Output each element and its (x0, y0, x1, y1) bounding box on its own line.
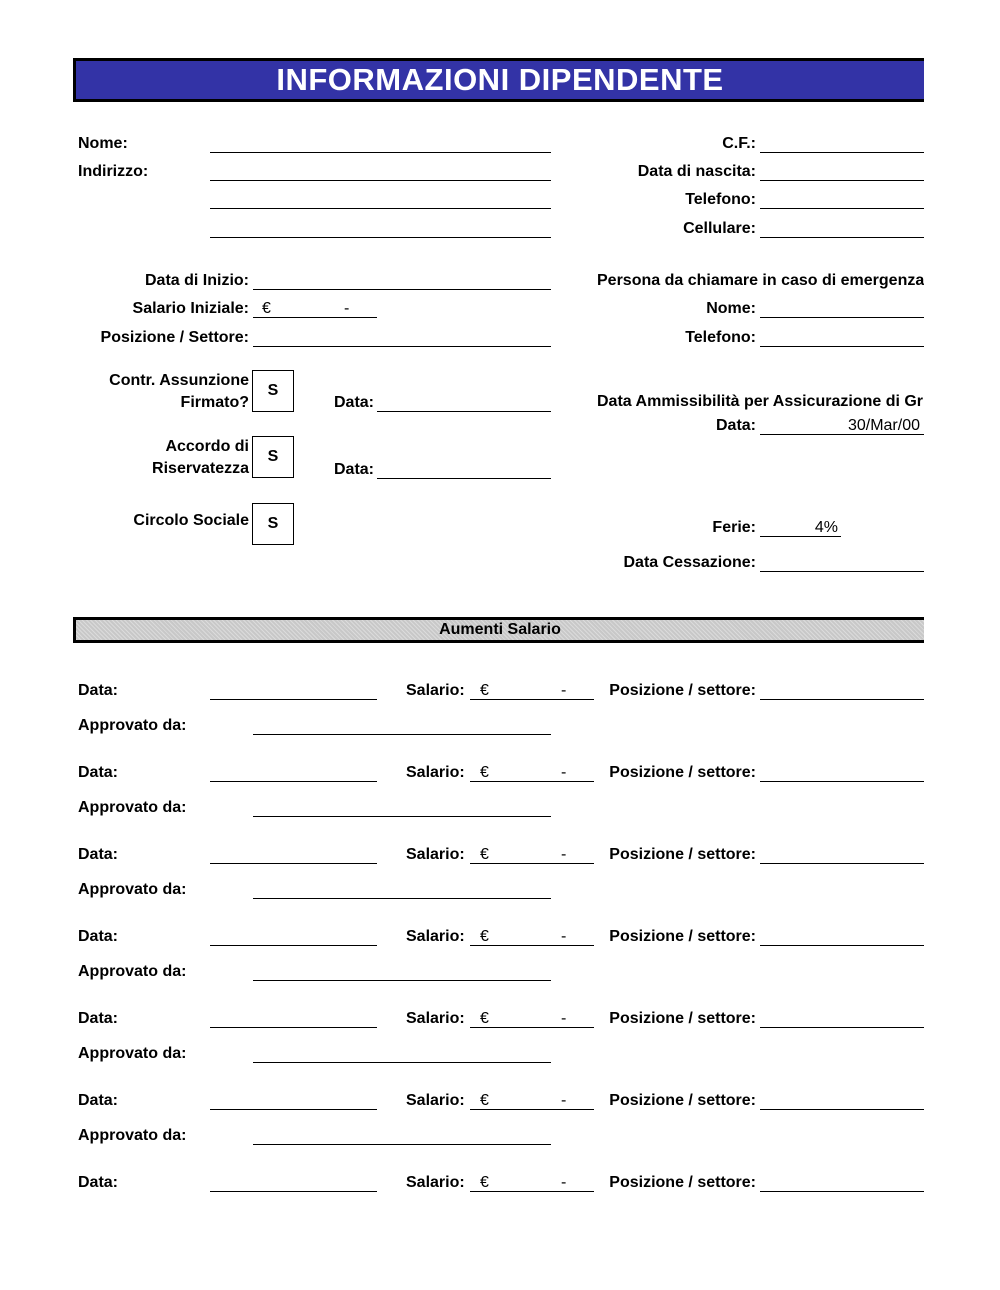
approved-by-field[interactable] (253, 980, 551, 981)
contract-date-field[interactable] (377, 411, 551, 412)
raise-position-field[interactable] (760, 1027, 924, 1028)
salary-value: - (344, 300, 350, 317)
approved-by-field[interactable] (253, 898, 551, 899)
approved-by-field[interactable] (253, 734, 551, 735)
nda-label-1: Accordo di (165, 438, 249, 455)
salary-currency: € (262, 300, 271, 317)
raise-date-label: Data: (78, 764, 119, 781)
raise-position-field[interactable] (760, 1109, 924, 1110)
raise-currency: € (480, 928, 489, 945)
nda-label-2: Riservatezza (152, 460, 249, 477)
starting-salary-field[interactable] (253, 317, 377, 318)
raise-salary-label: Salario: (406, 1010, 465, 1027)
raise-date-label: Data: (78, 846, 119, 863)
approved-by-label: Approvato da: (78, 799, 187, 816)
raise-position-field[interactable] (760, 945, 924, 946)
approved-by-label: Approvato da: (78, 1127, 187, 1144)
raise-position-label: Posizione / settore: (609, 764, 756, 781)
raise-position-field[interactable] (760, 781, 924, 782)
raise-position-label: Posizione / settore: (609, 846, 756, 863)
page-title: INFORMAZIONI DIPENDENTE (73, 58, 924, 102)
raise-position-label: Posizione / settore: (609, 682, 756, 699)
contract-checkbox[interactable]: S (252, 370, 294, 412)
nda-date-field[interactable] (377, 478, 551, 479)
vacation-value: 4% (814, 519, 838, 536)
raise-date-label: Data: (78, 682, 119, 699)
raise-date-label: Data: (78, 1092, 119, 1109)
position-field[interactable] (253, 346, 551, 347)
emergency-phone-field[interactable] (760, 346, 924, 347)
raise-date-label: Data: (78, 1174, 119, 1191)
termination-field[interactable] (760, 571, 924, 572)
insurance-heading-clip (597, 392, 924, 414)
raise-position-label: Posizione / settore: (609, 1092, 756, 1109)
raise-date-label: Data: (78, 928, 119, 945)
phone-label: Telefono: (685, 191, 756, 208)
insurance-date-label: Data: (715, 417, 756, 434)
insurance-heading: Data Ammissibilità per Assicurazione di Gr (597, 393, 924, 410)
emergency-heading-clip (597, 271, 924, 293)
raise-salary-value: - (561, 846, 567, 863)
raise-currency: € (480, 1174, 489, 1191)
raise-salary-label: Salario: (406, 1174, 465, 1191)
raise-salary-label: Salario: (406, 846, 465, 863)
address-field-3[interactable] (210, 237, 551, 238)
address-label: Indirizzo: (78, 163, 149, 180)
approved-by-field[interactable] (253, 1062, 551, 1063)
raise-currency: € (480, 682, 489, 699)
insurance-date-value: 30/Mar/00 (847, 417, 920, 434)
raise-salary-value: - (561, 1174, 567, 1191)
mobile-label: Cellulare: (683, 220, 756, 237)
raise-date-field[interactable] (210, 1109, 377, 1110)
raise-currency: € (480, 1010, 489, 1027)
birth-date-field[interactable] (760, 180, 924, 181)
raise-position-label: Posizione / settore: (609, 928, 756, 945)
raise-date-field[interactable] (210, 1191, 377, 1192)
approved-by-label: Approvato da: (78, 881, 187, 898)
social-checkbox[interactable]: S (252, 503, 294, 545)
raise-salary-value: - (561, 1092, 567, 1109)
raise-salary-label: Salario: (406, 682, 465, 699)
raise-currency: € (480, 764, 489, 781)
start-date-field[interactable] (253, 289, 551, 290)
raise-date-field[interactable] (210, 699, 377, 700)
raise-position-label: Posizione / settore: (609, 1010, 756, 1027)
emergency-name-label: Nome: (706, 300, 756, 317)
raise-position-field[interactable] (760, 699, 924, 700)
cf-label: C.F.: (722, 135, 756, 152)
name-field[interactable] (210, 152, 551, 153)
raise-date-field[interactable] (210, 945, 377, 946)
raise-date-field[interactable] (210, 781, 377, 782)
raise-salary-label: Salario: (406, 764, 465, 781)
vacation-label: Ferie: (712, 519, 756, 536)
starting-salary-label: Salario Iniziale: (132, 300, 249, 317)
mobile-field[interactable] (760, 237, 924, 238)
emergency-name-field[interactable] (760, 317, 924, 318)
raise-currency: € (480, 846, 489, 863)
name-label: Nome: (78, 135, 128, 152)
approved-by-label: Approvato da: (78, 1045, 187, 1062)
nda-date-label: Data: (334, 461, 375, 478)
contract-label-1: Contr. Assunzione (109, 372, 249, 389)
position-label: Posizione / Settore: (100, 329, 249, 346)
nda-checkbox[interactable]: S (252, 436, 294, 478)
raise-position-field[interactable] (760, 863, 924, 864)
birth-date-label: Data di nascita: (637, 163, 756, 180)
emergency-phone-label: Telefono: (685, 329, 756, 346)
social-label: Circolo Sociale (133, 512, 249, 529)
raise-date-label: Data: (78, 1010, 119, 1027)
raise-salary-label: Salario: (406, 928, 465, 945)
raise-currency: € (480, 1092, 489, 1109)
raise-salary-value: - (561, 1010, 567, 1027)
approved-by-label: Approvato da: (78, 717, 187, 734)
address-field-2[interactable] (210, 208, 551, 209)
raise-date-field[interactable] (210, 863, 377, 864)
termination-label: Data Cessazione: (623, 554, 756, 571)
raise-salary-value: - (561, 682, 567, 699)
cf-field[interactable] (760, 152, 924, 153)
approved-by-label: Approvato da: (78, 963, 187, 980)
raise-salary-label: Salario: (406, 1092, 465, 1109)
raise-salary-value: - (561, 764, 567, 781)
raise-position-label: Posizione / settore: (609, 1174, 756, 1191)
raise-salary-value: - (561, 928, 567, 945)
approved-by-field[interactable] (253, 1144, 551, 1145)
raises-section-header: Aumenti Salario (73, 617, 924, 643)
emergency-heading: Persona da chiamare in caso di emergenza (597, 272, 924, 289)
contract-date-label: Data: (334, 394, 375, 411)
address-field-1[interactable] (210, 180, 551, 181)
contract-label-2: Firmato? (180, 394, 249, 411)
approved-by-field[interactable] (253, 816, 551, 817)
raise-date-field[interactable] (210, 1027, 377, 1028)
raise-position-field[interactable] (760, 1191, 924, 1192)
phone-field[interactable] (760, 208, 924, 209)
start-date-label: Data di Inizio: (145, 272, 249, 289)
